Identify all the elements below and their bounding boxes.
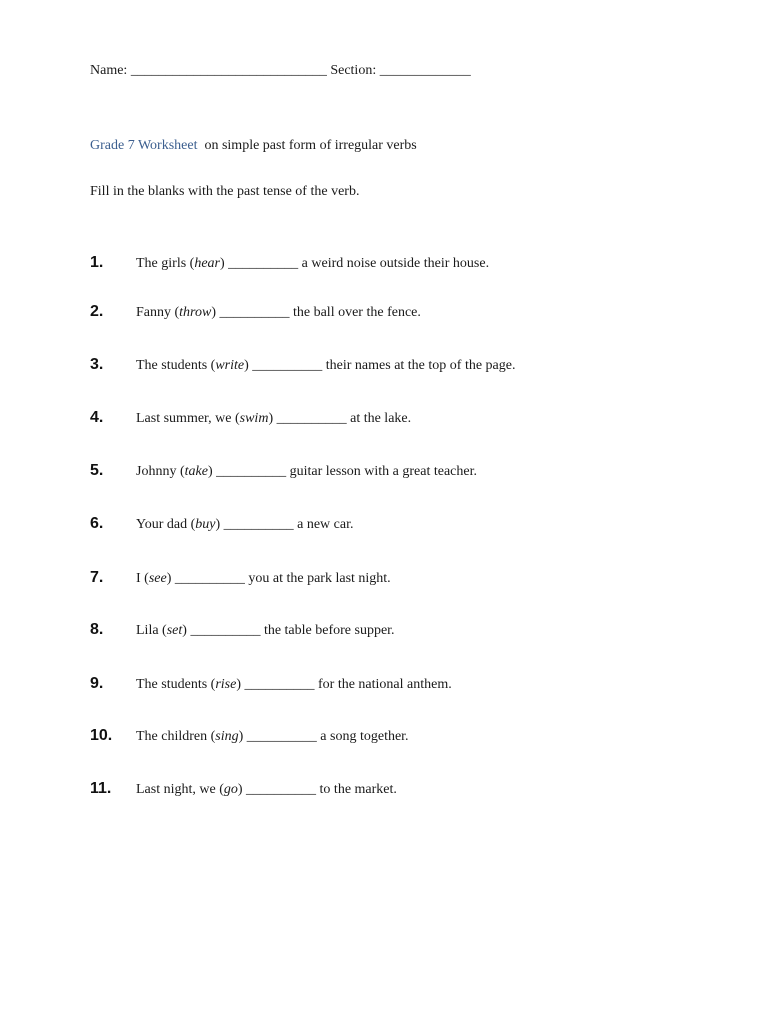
sentence-end: ) __________ the ball over the fence. [211,305,421,320]
sentence-start: Fanny ( [136,305,180,320]
base-verb: go [223,782,238,797]
exercise-number: 3. [90,356,104,373]
sentence-start: Last night, we ( [136,782,224,797]
sentence-end: ) __________ their names at the top of the page. [244,358,516,373]
exercise-number: 9. [90,675,104,692]
sentence-start: The students ( [136,677,216,692]
name-label: Name: [90,63,128,78]
section-label: Section: [330,63,377,78]
exercise-item [90,409,690,433]
worksheet-title [90,138,417,154]
base-verb: throw [179,305,212,320]
sentence-start: I ( [136,571,149,586]
sentence-end: ) __________ the table before supper. [182,623,395,638]
sentence-end: ) __________ for the national anthem. [236,677,452,692]
base-verb: set [166,623,183,638]
exercise-sentence [136,729,409,745]
exercise-number: 2. [90,303,104,320]
sentence-end: ) __________ guitar lesson with a great teacher. [207,464,477,479]
name-section-line [90,63,471,79]
exercise-sentence [136,677,452,693]
exercise-item [90,462,690,486]
sentence-end: ) __________ you at the park last night. [166,571,391,586]
exercise-number: 10. [90,727,113,744]
base-verb: hear [194,256,220,271]
exercise-sentence [136,782,397,798]
name-blank: ____________________________ [130,63,327,78]
exercise-number: 11. [90,780,112,797]
exercise-sentence [136,517,354,533]
exercise-number: 1. [90,254,104,271]
sentence-start: Last summer, we ( [136,411,240,426]
exercise-item [90,727,690,751]
exercise-item [90,569,690,593]
exercise-sentence [136,571,391,587]
exercise-item [90,254,690,278]
base-verb: write [215,358,245,373]
exercise-item [90,780,690,804]
sentence-end: ) __________ a song together. [238,729,409,744]
base-verb: sing [215,729,239,744]
sentence-end: ) __________ a new car. [215,517,354,532]
exercise-item [90,515,690,539]
base-verb: take [184,464,208,479]
exercise-sentence [136,305,421,321]
base-verb: buy [195,517,216,532]
exercise-sentence [136,464,477,480]
exercise-item [90,303,690,327]
exercise-number: 8. [90,621,104,638]
base-verb: swim [239,411,269,426]
sentence-start: Johnny ( [136,464,185,479]
instructions: Fill in the blanks with the past tense of the verb. [90,184,360,199]
exercise-number: 5. [90,462,104,479]
title-highlight: Grade 7 Worksheet [90,138,198,153]
sentence-start: Your dad ( [136,517,196,532]
exercise-sentence [136,411,411,427]
exercise-number: 4. [90,409,104,426]
exercise-sentence [136,623,395,639]
exercise-item [90,621,690,645]
exercise-sentence [136,358,515,374]
exercise-number: 7. [90,569,104,586]
exercise-item [90,356,690,380]
section-blank: _____________ [379,63,471,78]
exercise-number: 6. [90,515,104,532]
sentence-end: ) __________ at the lake. [268,411,412,426]
exercise-item [90,675,690,699]
sentence-start: The children ( [136,729,216,744]
sentence-start: Lila ( [136,623,167,638]
base-verb: rise [215,677,237,692]
base-verb: see [148,571,167,586]
sentence-end: ) __________ to the market. [237,782,397,797]
exercise-sentence [136,256,489,272]
sentence-start: The students ( [136,358,216,373]
title-rest: on simple past form of irregular verbs [204,138,417,153]
sentence-end: ) __________ a weird noise outside their house. [220,256,490,271]
sentence-start: The girls ( [136,256,195,271]
